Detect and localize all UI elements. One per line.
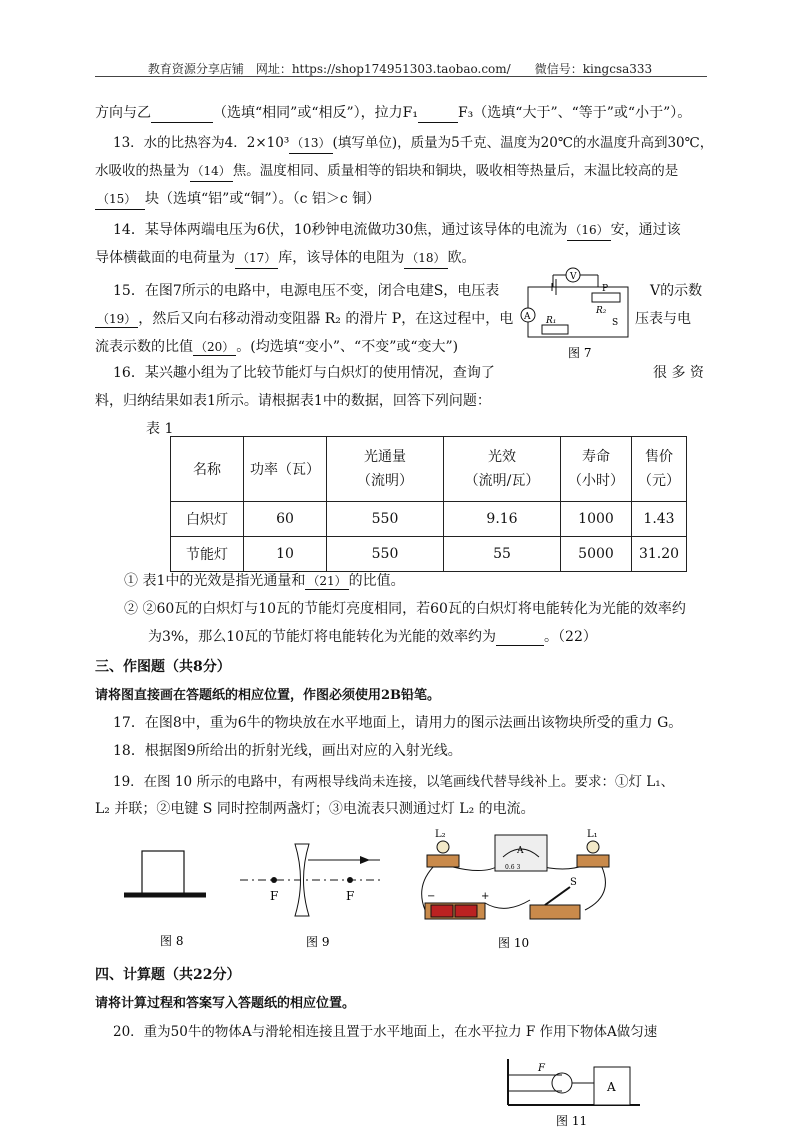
fig7-s-label: S	[612, 318, 619, 328]
focal-label: F	[270, 889, 279, 903]
q15-line1	[113, 280, 499, 300]
battery-minus: −	[427, 891, 436, 902]
table-cell: 55	[444, 537, 561, 572]
q16-sub2-text: 为3%，那么10瓦的节能灯将电能转化为光能的效率约为	[148, 629, 497, 645]
q16-line1-right: 很 多 资	[653, 365, 704, 381]
table-cell: 白炽灯	[171, 502, 244, 537]
q13-text: 焦。温度相同、质量相等的铝块和铜块，吸收相等热量后，末温比较高的是	[232, 163, 679, 179]
table-header: 寿命 （小时）	[561, 437, 632, 502]
section-4-instructions: 请将计算过程和答案写入答题纸的相应位置。	[95, 996, 356, 1011]
fig7-p-label: P	[602, 284, 609, 294]
q20-text: 20．重为50牛的物体A与滑轮相连接且置于水平地面上，在水平拉力 F 作用下物体A做匀速	[113, 1024, 658, 1040]
arrow-icon	[360, 856, 370, 864]
bulb-icon	[587, 841, 599, 853]
q15-text: 流表示数的比值	[95, 339, 193, 355]
table-cell: 60	[244, 502, 327, 537]
fig7-r1-label: R₁	[546, 316, 557, 326]
q13-text: 13．水的比热容为4．2×10³	[113, 135, 290, 151]
focal-point	[347, 877, 353, 883]
q17-text: 17．在图8中，重为6牛的物块放在水平地面上，请用力的图示法画出该物块所受的重力 G。	[113, 715, 683, 731]
section-3-instructions: 请将图直接画在答题纸的相应位置，作图必须使用2B铅笔。	[95, 688, 441, 703]
ammeter-label: A	[517, 846, 524, 856]
lamp-base-l2	[427, 855, 459, 867]
page-header: 教育资源分享店铺 网址：https://shop174951303.taobao.com/ 微信号：kingcsa333	[147, 62, 653, 76]
table-cell: 1000	[561, 502, 632, 537]
q15-text: 。(均选填“变小”、“不变”或“变大”)	[236, 339, 459, 355]
battery-icon	[431, 905, 453, 917]
table-header: 光效 （流明/瓦）	[444, 437, 561, 502]
blank-14: （14）	[190, 161, 233, 182]
blank-line	[496, 629, 544, 646]
q16-sub2-line1: ② ②60瓦的白炽灯与10瓦的节能灯亮度相同，若60瓦的白炽灯将电能转化为光能的效率约	[124, 601, 686, 617]
blank-15: （15）	[95, 189, 145, 210]
blank-21: （21）	[307, 574, 347, 588]
q14-text: 欧。	[447, 250, 476, 266]
blank-19: （19）	[97, 312, 137, 326]
table-row	[171, 537, 687, 572]
q12-f1: F₁	[402, 105, 418, 121]
q14-line1	[113, 220, 725, 241]
figure-10-circuit	[405, 825, 630, 955]
q15-line3	[95, 336, 458, 356]
pulley-icon	[552, 1073, 572, 1093]
section-3-title: 三、作图题（共8分）	[95, 659, 231, 675]
table-row	[171, 502, 687, 537]
section-4-title: 四、计算题（共22分）	[95, 967, 241, 983]
q14-text: 14．某导体两端电压为6伏，10秒钟电流做功30焦，通过该导体的电流为	[113, 222, 568, 238]
table-header: 名称	[171, 437, 244, 502]
force-label: F	[538, 1063, 545, 1074]
q16-sub2-text: 。（22）	[544, 629, 597, 645]
table-cell: 节能灯	[171, 537, 244, 572]
switch-lever	[545, 887, 570, 905]
q13-line1	[113, 133, 725, 154]
table-cell: 5000	[561, 537, 632, 572]
blank-17: （17）	[235, 248, 278, 269]
blank-13: （13）	[289, 133, 332, 154]
fig7-caption: 图 7	[568, 346, 592, 360]
bulb-icon	[437, 841, 449, 853]
q15-line1-right: V的示数	[650, 283, 703, 299]
header-rule	[95, 76, 707, 77]
figure-8	[120, 845, 210, 955]
q15-line2-right: 压表与电	[635, 311, 691, 327]
fig7-v-label: V	[570, 272, 577, 282]
focal-point	[271, 877, 277, 883]
table-header: 售价 （元）	[632, 437, 687, 502]
fig11-caption: 图 11	[556, 1114, 588, 1128]
table-header: 功率（瓦）	[244, 437, 327, 502]
q13-text: (填写单位)，质量为5千克、温度为20℃的水温度升高到30℃，	[332, 135, 714, 151]
q14-text: 导体横截面的电荷量为	[95, 250, 235, 266]
ammeter-scale: 0.6 3	[505, 864, 521, 871]
figure-9-lens	[240, 840, 390, 955]
table-cell: 31.20	[632, 537, 687, 572]
fig8-caption: 图 8	[160, 934, 184, 948]
q13-text: 水吸收的热量为	[95, 163, 190, 179]
table-cell: 10	[244, 537, 327, 572]
focal-label: F	[346, 889, 355, 903]
q12-text-1: 方向与乙	[95, 105, 151, 121]
q16-sub1-text: ① 表1中的光效是指光通量和	[124, 573, 306, 589]
q18-text: 18．根据图9所给出的折射光线，画出对应的入射光线。	[113, 743, 462, 759]
battery-icon	[455, 905, 477, 917]
blank-line	[418, 106, 458, 123]
blank-16: （16）	[567, 220, 610, 241]
fig7-a-label: A	[524, 312, 531, 322]
q16-sub1	[124, 570, 405, 590]
q13-text: 块（选填“铝”或“铜”）。（c 铝＞c 铜）	[145, 191, 381, 207]
lamp-comparison-table	[170, 436, 687, 572]
switch-base	[530, 905, 580, 919]
q12-text-3: F₃（选填“大于”、“等于”或“小于”）。	[457, 105, 692, 121]
table-cell: 550	[327, 537, 444, 572]
table-cell: 1.43	[632, 502, 687, 537]
q19-line2: L₂ 并联；②电键 S 同时控制两盏灯；③电流表只测通过灯 L₂ 的电流。	[95, 801, 535, 817]
blank-20: （20）	[195, 340, 235, 354]
block	[142, 851, 184, 895]
fig10-caption: 图 10	[498, 936, 530, 950]
q16-line1: 16．某兴趣小组为了比较节能灯与白炽灯的使用情况，查询了	[113, 365, 495, 381]
battery-plus: +	[481, 891, 490, 902]
q15-text: 15．在图7所示的电路中，电源电压不变，闭合电建S，电压表	[113, 283, 500, 299]
q16-sub2-line2	[148, 626, 597, 646]
q13-line3	[95, 189, 707, 210]
q15-line2	[95, 308, 513, 328]
q12-text-2: （选填“相同”或“相反”），拉力	[213, 105, 403, 121]
q14-text: 库，该导体的电阻为	[278, 250, 405, 266]
blank-18: （18）	[404, 248, 447, 269]
q15-text: ，然后又向右移动滑动变阻器 R₂ 的滑片 P，在这过程中，电	[138, 311, 514, 327]
q16-sub1-text: 的比值。	[348, 573, 405, 589]
l2-label: L₂	[435, 829, 446, 840]
table-cell: 9.16	[444, 502, 561, 537]
figure-11	[500, 1055, 650, 1132]
table-cell: 550	[327, 502, 444, 537]
l1-label: L₁	[587, 829, 598, 840]
figure-7-circuit	[518, 265, 638, 360]
q13-line2	[95, 161, 707, 182]
switch-label: S	[570, 877, 577, 888]
q19-line1: 19．在图 10 所示的电路中，有两根导线尚未连接，以笔画线代替导线补上。要求：①灯 L₁、	[113, 774, 675, 790]
block-a-label: A	[607, 1080, 616, 1094]
lamp-base-l1	[577, 855, 609, 867]
table-label: 表 1	[146, 421, 174, 437]
fig9-caption: 图 9	[306, 935, 330, 949]
q14-text: 安，通过该	[610, 222, 681, 238]
table-header: 光通量 （流明）	[327, 437, 444, 502]
fig7-r2-label: R₂	[596, 306, 607, 316]
table-header-row	[171, 437, 687, 502]
q12-tail	[95, 103, 707, 123]
q16-line2: 料，归纳结果如表1所示。请根据表1中的数据，回答下列问题：	[95, 393, 491, 409]
blank-line	[151, 106, 213, 123]
